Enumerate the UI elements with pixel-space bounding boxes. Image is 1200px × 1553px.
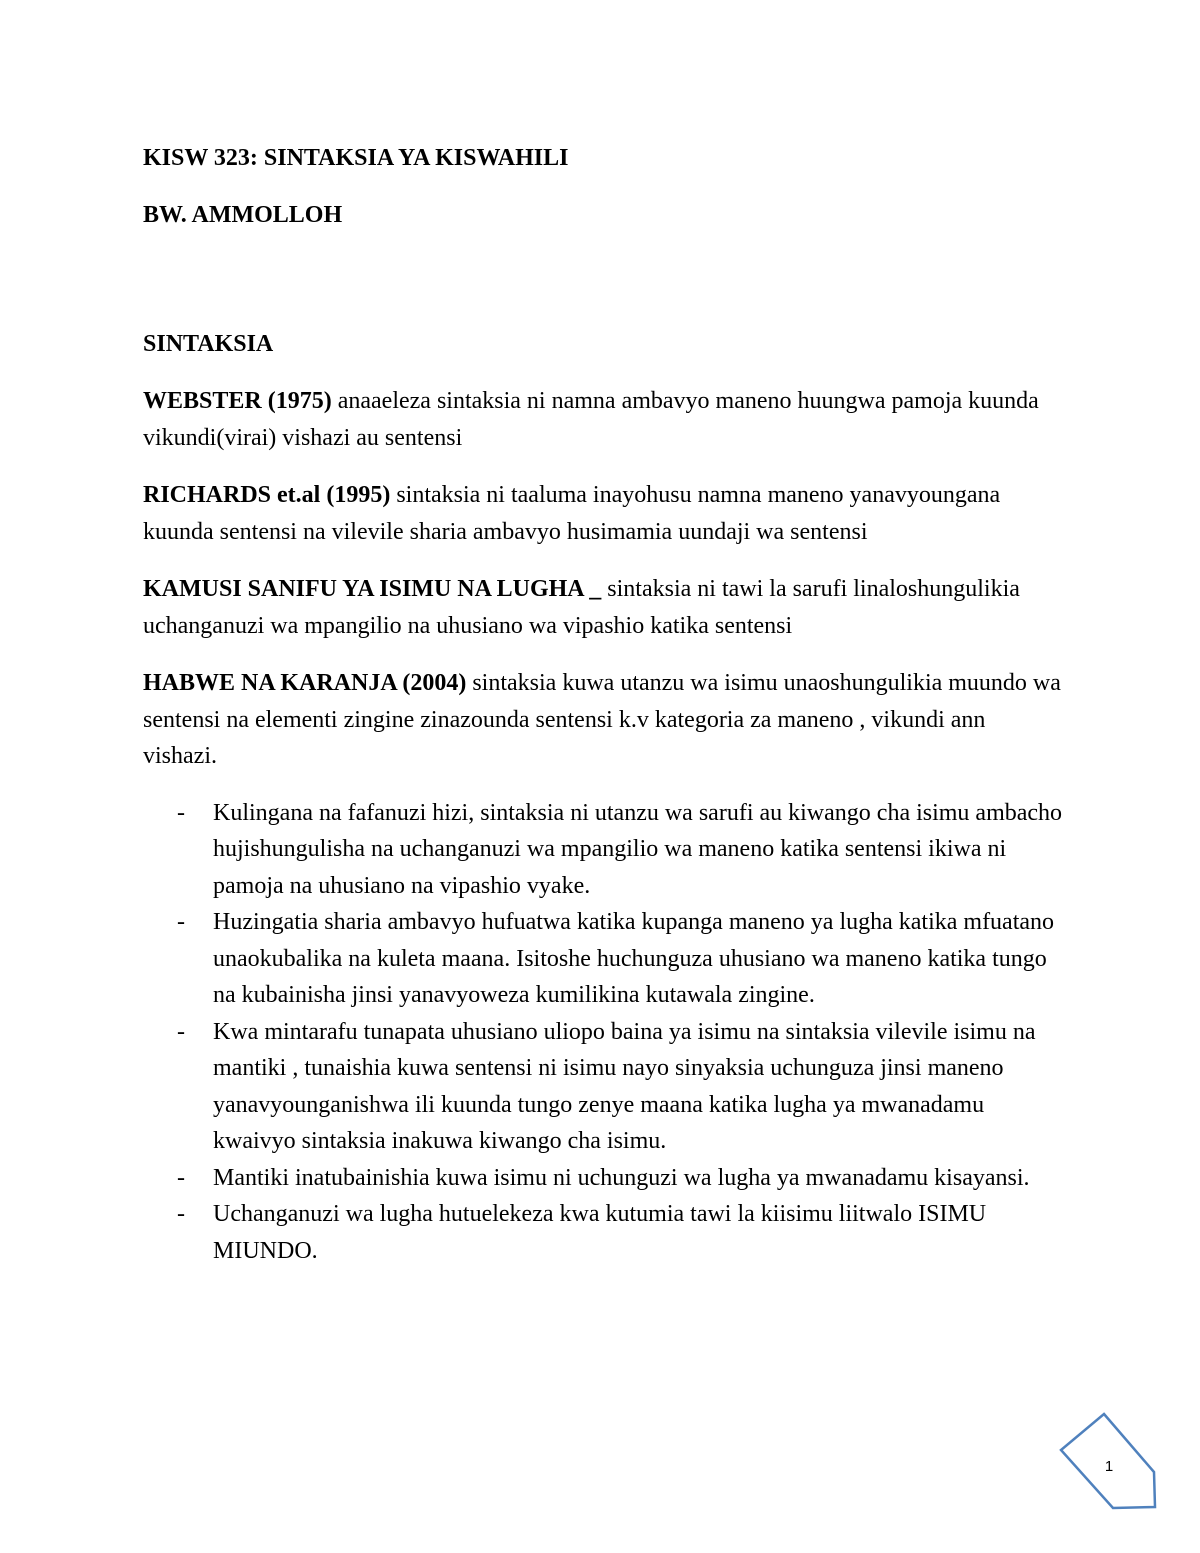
list-item-text: Uchanganuzi wa lugha hutuelekeza kwa kutumia tawi la kiisimu liitwalo ISIMU MIUNDO. bbox=[213, 1201, 987, 1264]
page-content bbox=[143, 140, 1063, 1269]
list-item-text: Huzingatia sharia ambavyo hufuatwa katika kupanga maneno ya lugha katika mfuatano unaokubalika na kuleta maana. Isitoshe huchunguza uhusiano wa maneno katika tungo na kubainisha jinsi yanavyoweza kumilikina kutawala zingine. bbox=[213, 909, 1055, 1008]
list-item bbox=[143, 1014, 1063, 1160]
definition-webster bbox=[143, 383, 1063, 456]
definition-text: sintaksia kuwa utanzu wa isimu unaoshungulikia muundo wa sentensi na elementi zingine zinazounda sentensi k.v kategoria za maneno , vikundi ann vishazi. bbox=[143, 670, 1061, 769]
course-title: KISW 323: SINTAKSIA YA KISWAHILI bbox=[143, 145, 569, 171]
list-item bbox=[143, 1196, 1063, 1269]
list-item-text: Kwa mintarafu tunapata uhusiano uliopo baina ya isimu na sintaksia vilevile isimu na mantiki , tunaishia kuwa sentensi ni isimu nayo sinyaksia uchunguza jinsi maneno yanavyounganishwa ili kuunda tungo zenye maana katika lugha ya mwanadamu kwaivyo sintaksia inakuwa kiwango cha isimu. bbox=[213, 1018, 1036, 1154]
definition-text: sintaksia ni tawi la sarufi linaloshungulikia uchanganuzi wa mpangilio na uhusiano wa vipashio katika sentensi bbox=[143, 576, 1020, 639]
definition-source: WEBSTER (1975) bbox=[143, 388, 332, 414]
list-item bbox=[143, 1160, 1063, 1197]
list-item bbox=[143, 795, 1063, 905]
bullet-marker: - bbox=[177, 799, 185, 826]
definition-text: anaaeleza sintaksia ni namna ambavyo maneno huungwa pamoja kuunda vikundi(virai) vishazi au sentensi bbox=[143, 388, 1039, 451]
bullet-list bbox=[143, 795, 1063, 1270]
definition-source: RICHARDS et.al (1995) bbox=[143, 482, 391, 508]
page-number: 1 bbox=[1104, 1458, 1114, 1475]
definition-kamusi bbox=[143, 571, 1063, 644]
definition-text: sintaksia ni taaluma inayohusu namna maneno yanavyoungana kuunda sentensi na vilevile sharia ambavyo husimamia uundaji wa sentensi bbox=[143, 482, 1001, 545]
bullet-marker: - bbox=[177, 909, 185, 935]
definition-source: HABWE NA KARANJA (2004) bbox=[143, 670, 467, 696]
list-item-text: Kulingana na fafanuzi hizi, sintaksia ni utanzu wa sarufi au kiwango cha isimu ambacho hujishungulisha na uchanganuzi wa mpangilio wa maneno katika sentensi ikiwa ni pamoja na uhusiano na vipashio vyake. bbox=[213, 799, 1063, 899]
definition-richards bbox=[143, 477, 1063, 550]
list-item-text: Mantiki inatubainishia kuwa isimu ni uchunguzi wa lugha ya mwanadamu kisayansi. bbox=[213, 1164, 1030, 1191]
list-item bbox=[143, 904, 1063, 1014]
lecturer-name: BW. AMMOLLOH bbox=[143, 202, 343, 228]
definition-source: KAMUSI SANIFU YA ISIMU NA LUGHA _ bbox=[143, 576, 602, 602]
bullet-marker: - bbox=[177, 1164, 185, 1191]
section-heading: SINTAKSIA bbox=[143, 331, 274, 357]
bullet-marker: - bbox=[177, 1018, 185, 1045]
definition-habwe-karanja bbox=[143, 665, 1063, 775]
bullet-marker: - bbox=[177, 1201, 185, 1227]
